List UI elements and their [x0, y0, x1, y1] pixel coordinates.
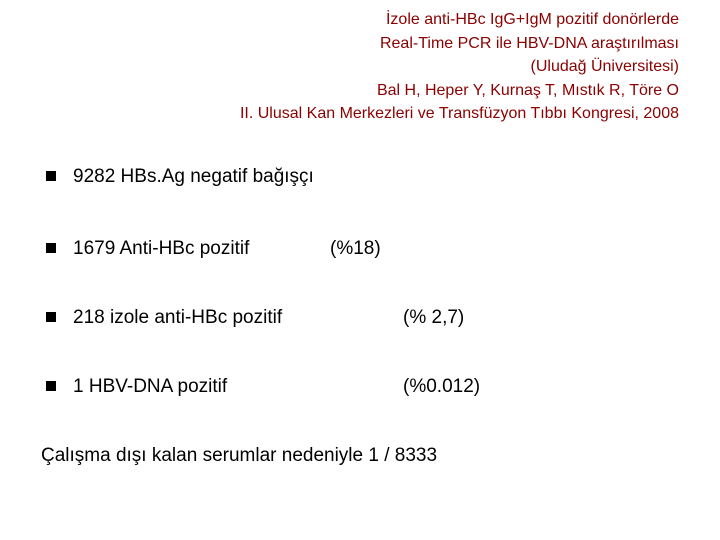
- header-institution: (Uludağ Üniversitesi): [530, 58, 679, 75]
- header-title-line-2: Real-Time PCR ile HBV-DNA araştırılması: [379, 34, 679, 52]
- bullet-item-isolated-anti-hbc: [46, 303, 706, 333]
- header-congress: II. Ulusal Kan Merkezleri ve Transfüzyon Tıbbı Kongresi, 2008: [239, 105, 679, 122]
- bullet-item-anti-hbc: [46, 234, 706, 264]
- bullet-percentage: (%0.012): [403, 376, 481, 397]
- header-title-line-1: İzole anti-HBc IgG+IgM pozitif donörlerde: [385, 11, 679, 28]
- square-bullet-icon: [46, 381, 56, 391]
- bullet-text: 1679 Anti-HBc pozitif: [73, 238, 250, 259]
- header-authors: Bal H, Heper Y, Kurnaş T, Mıstık R, Töre O: [376, 81, 679, 99]
- square-bullet-icon: [46, 243, 56, 253]
- bullet-text: 1 HBV-DNA pozitif: [73, 376, 228, 397]
- bullet-text: 218 izole anti-HBc pozitif: [73, 307, 283, 328]
- bullet-item-hbv-dna: [46, 372, 706, 402]
- footer-note: Çalışma dışı kalan serumlar nedeniyle 1 / 8333: [41, 445, 438, 466]
- bullet-item-donors: [46, 162, 706, 192]
- bullet-percentage: (%18): [330, 238, 381, 259]
- square-bullet-icon: [46, 171, 56, 181]
- bullet-percentage: (% 2,7): [403, 307, 465, 328]
- square-bullet-icon: [46, 312, 56, 322]
- slide-header: [59, 8, 679, 126]
- bullet-text: 9282 HBs.Ag negatif bağışçı: [73, 166, 314, 187]
